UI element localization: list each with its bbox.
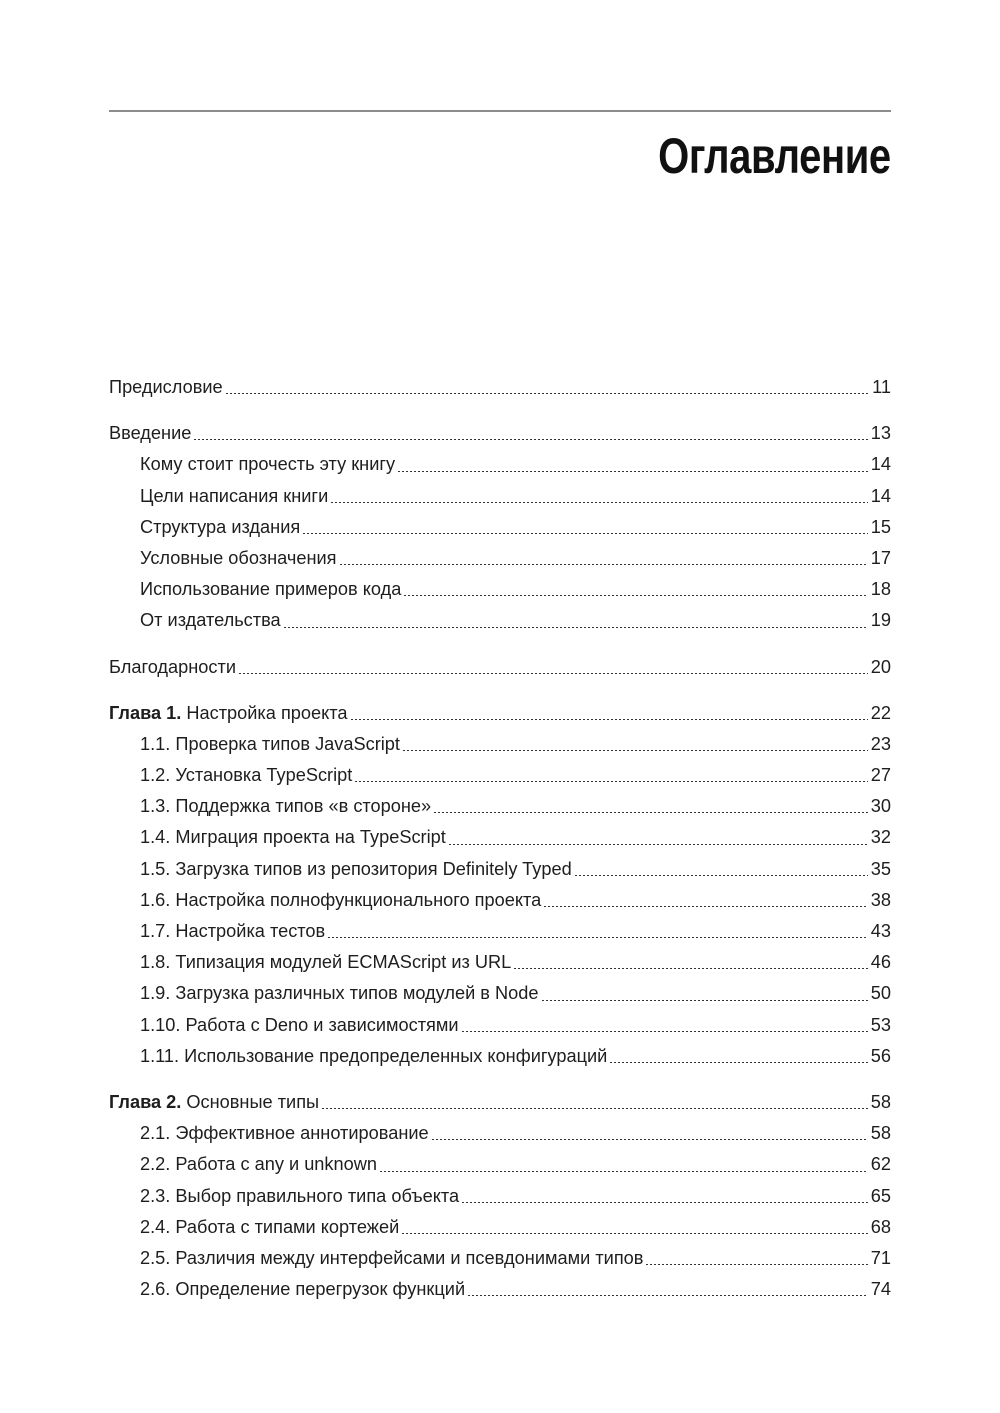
entry-title: 1.7. Настройка тестов <box>140 921 326 941</box>
dot-leader <box>354 781 867 782</box>
dot-leader <box>541 1000 868 1001</box>
page-number: 56 <box>870 1045 891 1066</box>
toc-subentry[interactable] <box>109 1212 891 1243</box>
toc-subentry[interactable] <box>109 1181 891 1212</box>
dot-leader <box>302 533 868 534</box>
page-number: 14 <box>870 454 891 475</box>
dot-leader <box>467 1295 868 1296</box>
toc-entry[interactable] <box>109 418 891 449</box>
toc-section <box>109 652 891 683</box>
dot-leader <box>238 673 868 674</box>
header-rule <box>109 110 891 112</box>
page-number: 27 <box>870 765 891 786</box>
toc-subentry[interactable] <box>109 1118 891 1149</box>
entry-title: Основные типы <box>186 1091 320 1112</box>
toc-subentry[interactable] <box>109 543 891 574</box>
entry-title: 1.5. Загрузка типов из репозитория Definitely Typed <box>140 858 572 879</box>
dot-leader <box>461 1031 868 1032</box>
toc-section <box>109 1087 891 1305</box>
dot-leader <box>433 812 868 813</box>
toc-subentry[interactable] <box>109 916 891 947</box>
page-number: 46 <box>870 952 891 973</box>
dot-leader <box>225 393 869 394</box>
page-number: 43 <box>870 921 891 941</box>
page-number: 11 <box>872 377 891 397</box>
toc-section <box>109 698 891 1072</box>
toc-section <box>109 418 891 636</box>
toc-subentry[interactable] <box>109 605 891 636</box>
dot-leader <box>350 719 868 720</box>
table-of-contents <box>109 372 891 1305</box>
toc-subentry[interactable] <box>109 885 891 916</box>
entry-title: Структура издания <box>140 516 301 537</box>
dot-leader <box>327 937 868 938</box>
entry-title: Использование примеров кода <box>140 579 402 600</box>
entry-title: Условные обозначения <box>140 547 337 568</box>
page-number: 71 <box>870 1247 891 1268</box>
dot-leader <box>339 564 868 565</box>
dot-leader <box>321 1108 868 1109</box>
toc-subentry[interactable] <box>109 481 891 512</box>
chapter-number: Глава 2. <box>109 1091 182 1112</box>
dot-leader <box>283 627 868 628</box>
page-number: 53 <box>870 1014 891 1035</box>
toc-entry[interactable] <box>109 372 891 403</box>
toc-subentry[interactable] <box>109 1243 891 1274</box>
entry-title: 1.6. Настройка полнофункционального проекта <box>140 889 542 910</box>
entry-title: 2.2. Работа с any и unknown <box>140 1154 377 1175</box>
page-number: 65 <box>870 1185 891 1206</box>
toc-entry[interactable] <box>109 652 891 683</box>
dot-leader <box>193 439 867 440</box>
entry-title: Предисловие <box>109 377 223 397</box>
page-number: 58 <box>870 1091 891 1112</box>
page-number: 62 <box>870 1154 891 1175</box>
toc-subentry[interactable] <box>109 1010 891 1041</box>
page-number: 18 <box>870 579 891 600</box>
page-number: 22 <box>870 702 891 723</box>
page-number: 30 <box>870 796 891 817</box>
toc-subentry[interactable] <box>109 1149 891 1180</box>
entry-title: Кому стоит прочесть эту книгу <box>140 454 396 475</box>
dot-leader <box>330 502 868 503</box>
dot-leader <box>609 1062 867 1063</box>
toc-section <box>109 372 891 403</box>
dot-leader <box>379 1171 868 1172</box>
chapter-number: Глава 1. <box>109 702 182 723</box>
toc-subentry[interactable] <box>109 729 891 760</box>
page-number: 58 <box>870 1123 891 1144</box>
page-number: 23 <box>870 733 891 754</box>
entry-title: 2.5. Различия между интерфейсами и псевдонимами типов <box>140 1247 644 1268</box>
entry-title: От издательства <box>140 610 281 631</box>
dot-leader <box>403 595 867 596</box>
entry-title: 2.6. Определение перегрузок функций <box>140 1279 466 1300</box>
dot-leader <box>401 1233 868 1234</box>
entry-title: 1.9. Загрузка различных типов модулей в Node <box>140 983 539 1004</box>
page-number: 20 <box>870 656 891 677</box>
page-number: 35 <box>870 858 891 879</box>
page-number: 17 <box>870 547 891 568</box>
page-number: 14 <box>870 485 891 506</box>
entry-title: Настройка проекта <box>186 702 348 723</box>
dot-leader <box>431 1139 868 1140</box>
page-number: 74 <box>870 1279 891 1300</box>
toc-subentry[interactable] <box>109 947 891 978</box>
toc-subentry[interactable] <box>109 822 891 853</box>
toc-subentry[interactable] <box>109 512 891 543</box>
page-number: 13 <box>870 423 891 444</box>
page-title: Оглавление <box>658 128 891 184</box>
dot-leader <box>448 844 868 845</box>
dot-leader <box>397 471 868 472</box>
dot-leader <box>645 1264 867 1265</box>
entry-title: Введение <box>109 423 192 444</box>
toc-subentry[interactable] <box>109 854 891 885</box>
page-number: 15 <box>870 516 891 537</box>
dot-leader <box>574 875 868 876</box>
page-number: 68 <box>870 1216 891 1237</box>
entry-title: 1.3. Поддержка типов «в стороне» <box>140 796 432 817</box>
entry-title: 1.10. Работа с Deno и зависимостями <box>140 1014 459 1035</box>
entry-title: 2.4. Работа с типами кортежей <box>140 1216 400 1237</box>
toc-subentry[interactable] <box>109 449 891 480</box>
toc-subentry[interactable] <box>109 1041 891 1072</box>
toc-chapter-entry[interactable] <box>109 1087 891 1118</box>
page-number: 50 <box>870 983 891 1004</box>
toc-subentry[interactable] <box>109 791 891 822</box>
entry-title: 1.1. Проверка типов JavaScript <box>140 733 400 754</box>
dot-leader <box>402 750 868 751</box>
page-number: 38 <box>870 889 891 910</box>
page-number: 19 <box>870 610 891 631</box>
toc-chapter-entry[interactable] <box>109 698 891 729</box>
toc-subentry[interactable] <box>109 760 891 791</box>
toc-subentry[interactable] <box>109 574 891 605</box>
entry-title: Цели написания книги <box>140 485 329 506</box>
entry-title: 1.2. Установка TypeScript <box>140 765 353 786</box>
entry-title: 1.11. Использование предопределенных конфигураций <box>140 1045 608 1066</box>
toc-subentry[interactable] <box>109 1274 891 1305</box>
dot-leader <box>513 968 867 969</box>
entry-title: Благодарности <box>109 656 236 677</box>
entry-title: 1.4. Миграция проекта на TypeScript <box>140 827 446 848</box>
page-number: 32 <box>870 827 891 848</box>
dot-leader <box>461 1202 868 1203</box>
toc-subentry[interactable] <box>109 978 891 1009</box>
entry-title: 2.3. Выбор правильного типа объекта <box>140 1185 460 1206</box>
entry-title: 2.1. Эффективное аннотирование <box>140 1123 429 1144</box>
entry-title: 1.8. Типизация модулей ECMAScript из URL <box>140 952 512 973</box>
dot-leader <box>543 906 868 907</box>
